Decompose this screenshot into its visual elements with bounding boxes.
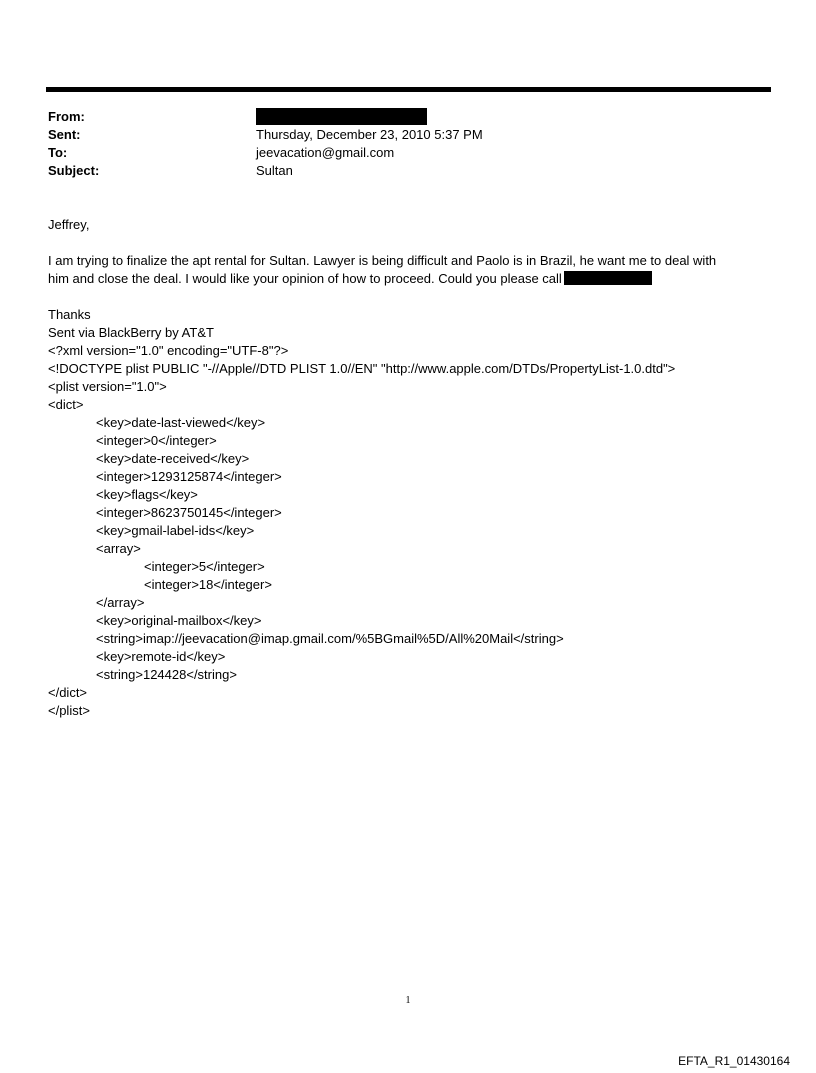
sent-value: Thursday, December 23, 2010 5:37 PM [256, 127, 483, 142]
xml-line: </array> [96, 595, 145, 610]
signature-line: Sent via BlackBerry by AT&T [48, 325, 214, 340]
spacer [48, 288, 768, 306]
xml-line: <integer>5</integer> [144, 559, 265, 574]
greeting: Jeffrey, [48, 217, 90, 232]
subject-value: Sultan [256, 163, 293, 178]
xml-line: <key>date-received</key> [96, 451, 250, 466]
sent-label: Sent: [48, 127, 81, 142]
from-label: From: [48, 109, 85, 124]
xml-line: <string>imap://jeevacation@imap.gmail.com/%5BGmail%5D/All%20Mail</string> [96, 631, 564, 646]
xml-line: <string>124428</string> [96, 667, 237, 682]
spacer [48, 234, 768, 252]
xml-line: <key>original-mailbox</key> [96, 613, 262, 628]
to-row [48, 144, 748, 162]
xml-line: <dict> [48, 397, 84, 412]
xml-line: <integer>0</integer> [96, 433, 217, 448]
xml-line: <!DOCTYPE plist PUBLIC "-//Apple//DTD PLIST 1.0//EN" "http://www.apple.com/DTDs/PropertyList-1.0.dtd"> [48, 361, 676, 376]
thanks-line: Thanks [48, 307, 91, 322]
xml-line: <integer>1293125874</integer> [96, 469, 282, 484]
to-label: To: [48, 145, 68, 160]
email-header [48, 108, 748, 180]
message-line-2-text: him and close the deal. I would like your opinion of how to proceed. Could you please call [48, 271, 562, 286]
redaction-box-phone [564, 271, 652, 285]
xml-line: <plist version="1.0"> [48, 379, 167, 394]
xml-line: </dict> [48, 685, 88, 700]
xml-line: <?xml version="1.0" encoding="UTF-8"?> [48, 343, 289, 358]
subject-label: Subject: [48, 163, 100, 178]
from-value [256, 108, 748, 126]
page-number: 1 [405, 995, 411, 1006]
xml-line: <key>date-last-viewed</key> [96, 415, 266, 430]
xml-line: <array> [96, 541, 141, 556]
email-body [48, 216, 768, 720]
message-line-2 [48, 270, 768, 288]
xml-plist-block [48, 342, 768, 720]
redaction-box-sender [256, 108, 427, 125]
xml-line: </plist> [48, 703, 90, 718]
subject-row [48, 162, 748, 180]
xml-line: <integer>8623750145</integer> [96, 505, 282, 520]
sent-row [48, 126, 748, 144]
xml-line: <integer>18</integer> [144, 577, 272, 592]
xml-line: <key>remote-id</key> [96, 649, 226, 664]
xml-line: <key>gmail-label-ids</key> [96, 523, 255, 538]
to-value: jeevacation@gmail.com [256, 145, 395, 160]
from-row [48, 108, 748, 126]
xml-line: <key>flags</key> [96, 487, 198, 502]
header-rule [46, 87, 771, 92]
bates-number: EFTA_R1_01430164 [678, 1054, 790, 1068]
message-line-1: I am trying to finalize the apt rental for Sultan. Lawyer is being difficult and Paolo is in Brazil, he want me to deal with [48, 253, 717, 268]
